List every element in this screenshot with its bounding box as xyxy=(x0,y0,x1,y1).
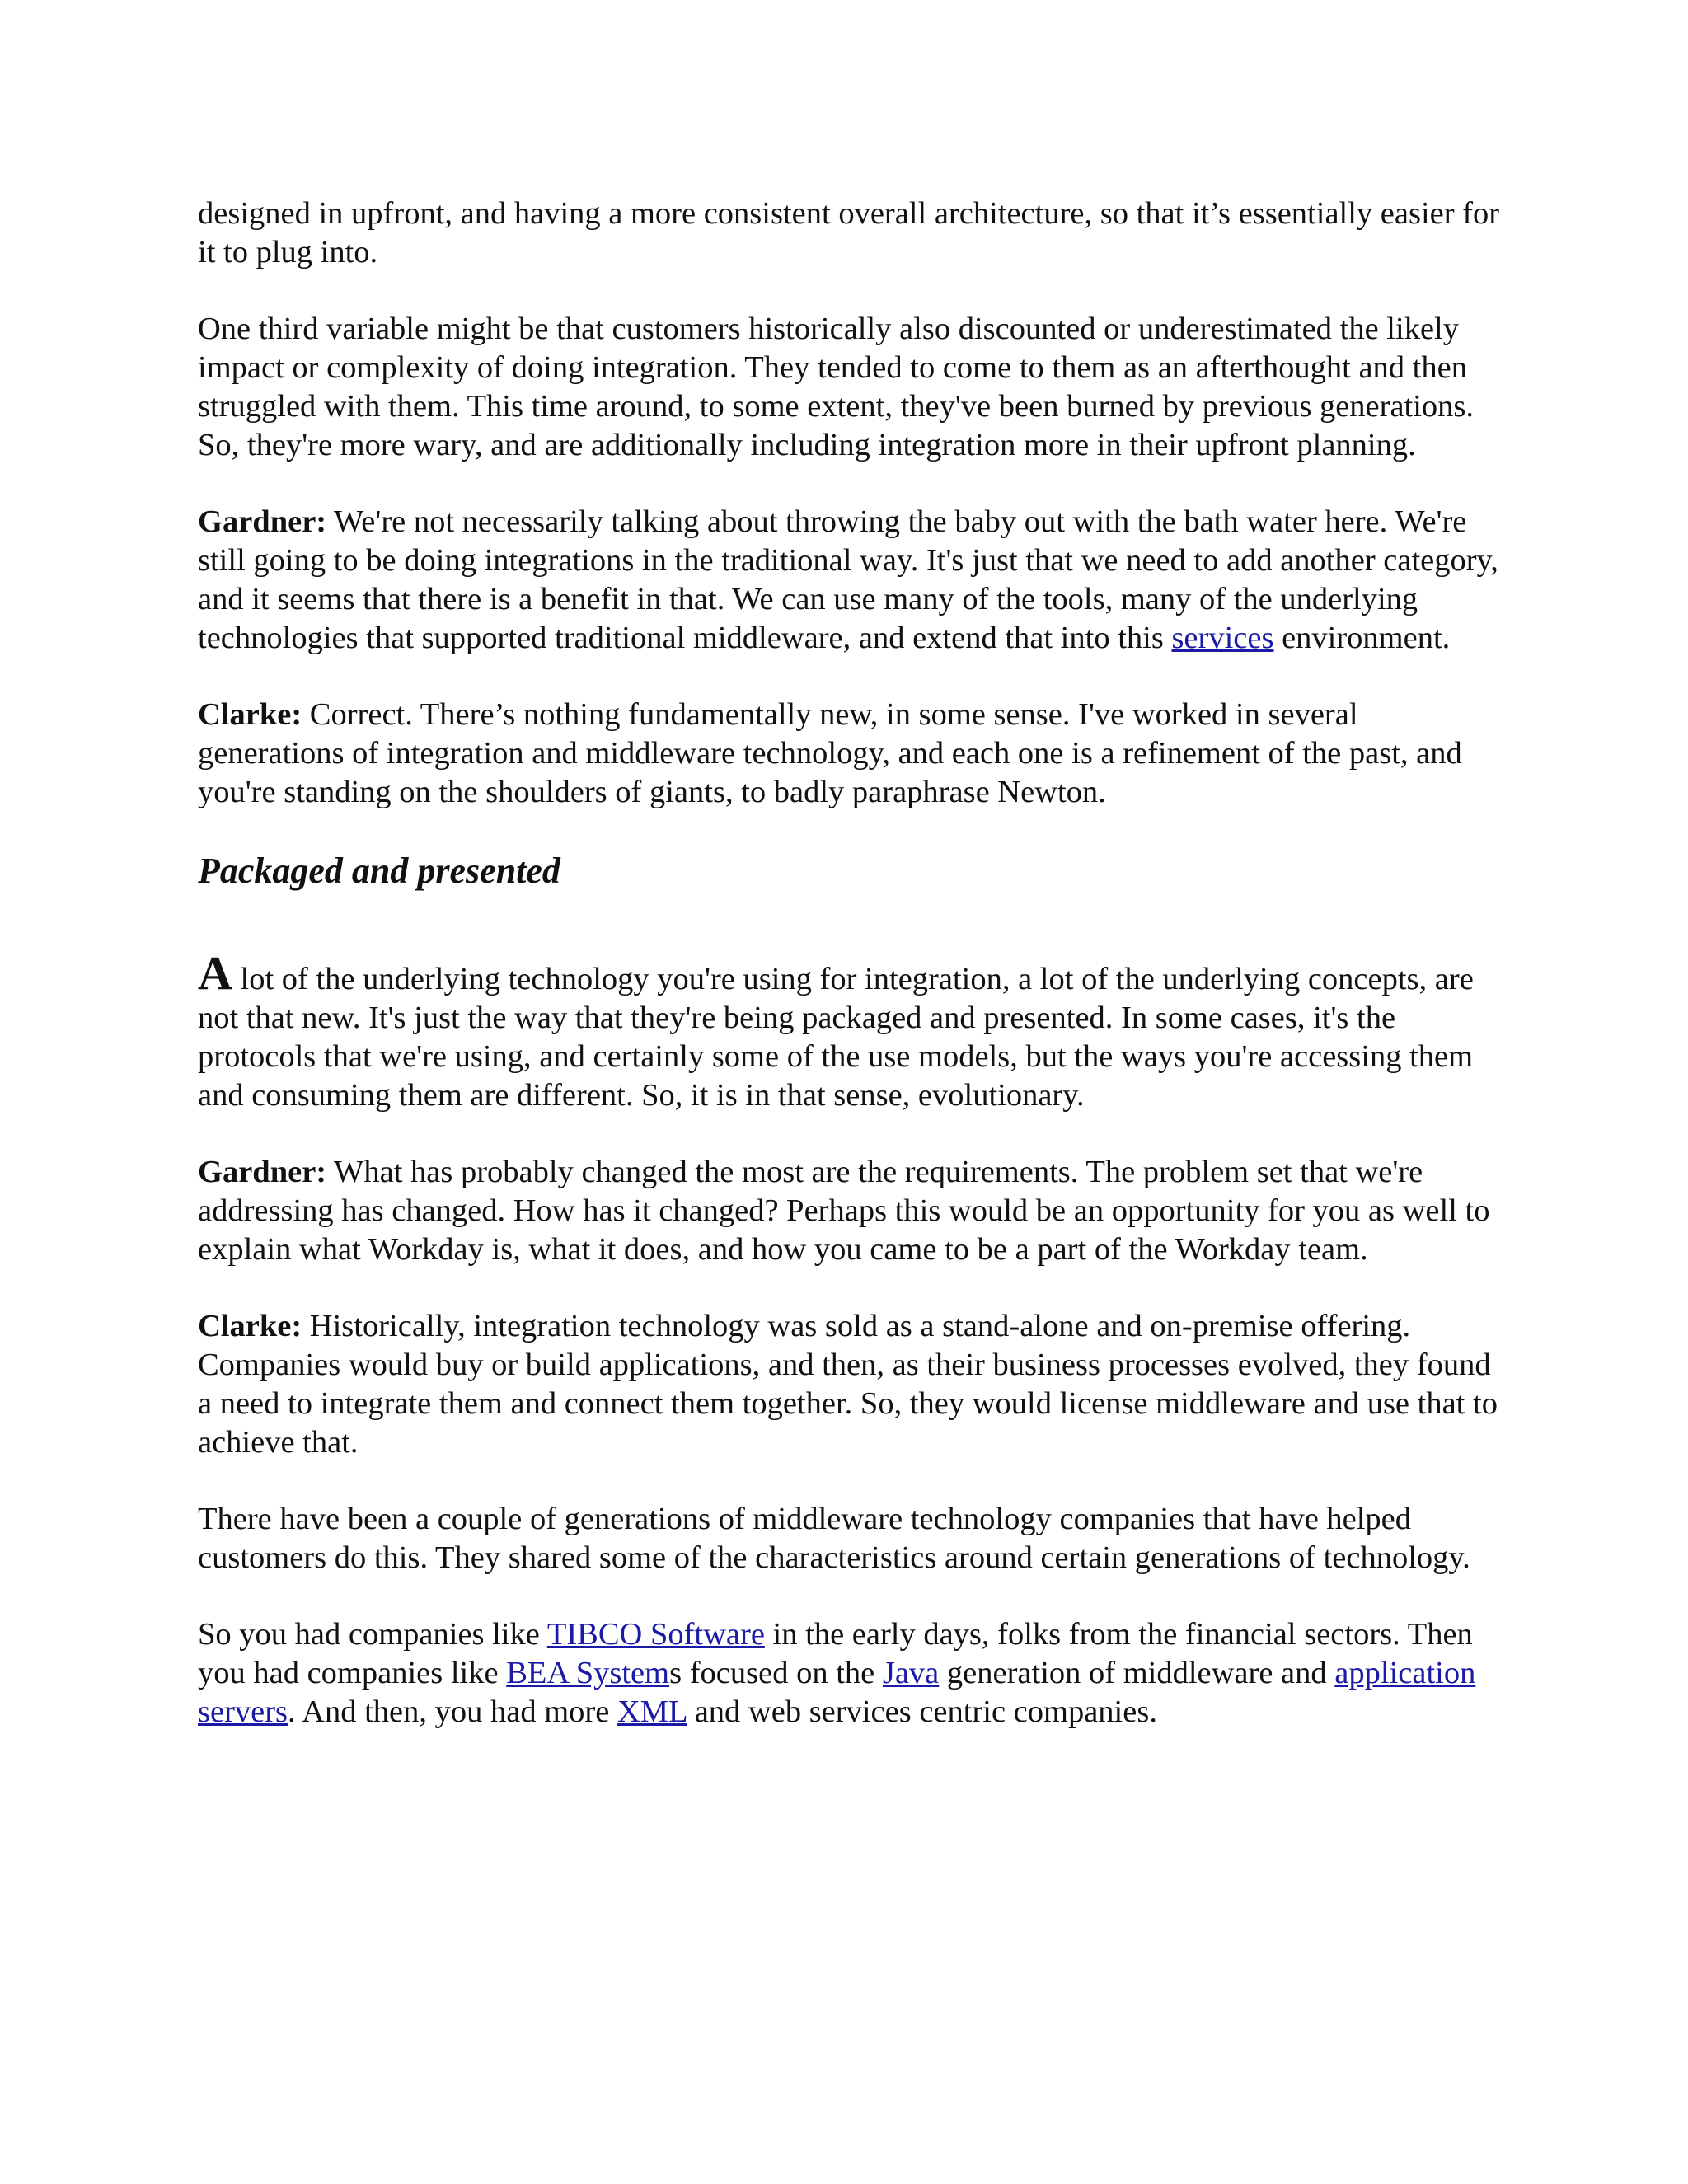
document-page xyxy=(198,194,1500,1769)
paragraph-text: generation of middleware and xyxy=(939,1656,1335,1690)
paragraph-text: One third variable might be that customers historically also discounted or underestimated the likely impact or complexity of doing integration. They tended to come to them as an afterthought and then struggled with them. This time around, to some extent, they've been burned by previous generations. So, they're more wary, and are additionally including integration more in their upfront planning. xyxy=(198,312,1475,462)
paragraph-text: and web services centric companies. xyxy=(687,1694,1157,1729)
paragraph-text: What has probably changed the most are the requirements. The problem set that we're addressing has changed. How has it changed? Perhaps this would be an opportunity for you as well to explain what Workday is, what it does, and how you came to be a part of the Workday team. xyxy=(198,1155,1490,1267)
paragraph-text: in the early days, folks from the financial sectors. Then you had companies like xyxy=(198,1617,1473,1690)
paragraph-gardner-baby-bathwater xyxy=(198,503,1500,658)
paragraph-text: . And then, you had more xyxy=(288,1694,617,1729)
link-application-servers[interactable]: application servers xyxy=(198,1656,1476,1729)
paragraph-companies xyxy=(198,1615,1500,1732)
paragraph-text: There have been a couple of generations of middleware technology companies that have helped customers do this. They shared some of the characteristics around certain generations of technology. xyxy=(198,1502,1470,1575)
paragraph-third-variable xyxy=(198,310,1500,465)
paragraph-gardner-requirements xyxy=(198,1153,1500,1269)
speaker-label: Gardner: xyxy=(198,504,327,539)
paragraph-text: So you had companies like xyxy=(198,1617,547,1652)
paragraph-text: lot of the underlying technology you're using for integration, a lot of the underlying concepts, are not that new. It's just the way that they're being packaged and presented. In some cases, it's the protocols that we're using, and certainly some of the use models, but the ways you're accessing them and consuming them are different. So, it is in that sense, evolutionary. xyxy=(198,962,1474,1113)
paragraph-architecture xyxy=(198,194,1500,272)
paragraph-text: environment. xyxy=(1273,621,1451,655)
link-tibco-software[interactable]: TIBCO Software xyxy=(546,1617,765,1652)
paragraph-clarke-nothing-new xyxy=(198,696,1500,812)
link-java[interactable]: Java xyxy=(882,1656,940,1690)
paragraph-packaged xyxy=(198,946,1500,1115)
speaker-label: Clarke: xyxy=(198,697,302,732)
link-bea-systems[interactable]: BEA System xyxy=(506,1656,670,1690)
section-heading: Packaged and presented xyxy=(198,851,560,891)
paragraph-generations xyxy=(198,1500,1500,1577)
paragraph-text: Correct. There’s nothing fundamentally new, in some sense. I've worked in several generations of integration and middleware technology, and each one is a refinement of the past, and you're standing on the shoulders of giants, to badly paraphrase Newton. xyxy=(198,697,1462,809)
speaker-label: Gardner: xyxy=(198,1155,327,1189)
link-xml[interactable]: XML xyxy=(617,1694,687,1729)
paragraph-text: We're not necessarily talking about throwing the baby out with the bath water here. We're still going to be doing integrations in the traditional way. It's just that we need to add another category, and it seems that there is a benefit in that. We can use many of the tools, many of the underlying technologies that supported traditional middleware, and extend that into this xyxy=(198,504,1498,655)
link-services[interactable]: services xyxy=(1171,621,1274,655)
paragraph-text: designed in upfront, and having a more consistent overall architecture, so that it’s essentially easier for it to plug into. xyxy=(198,196,1500,269)
speaker-label: Clarke: xyxy=(198,1309,302,1343)
paragraph-text: Historically, integration technology was sold as a stand-alone and on-premise offering. Companies would buy or build applications, and then, as their business processes evolved, they found a need to integrate them and connect them together. So, they would license middleware and use that to achieve that. xyxy=(198,1309,1498,1460)
paragraph-clarke-historically xyxy=(198,1307,1500,1462)
paragraph-text: s focused on the xyxy=(669,1656,883,1690)
drop-cap: A xyxy=(198,946,232,1000)
